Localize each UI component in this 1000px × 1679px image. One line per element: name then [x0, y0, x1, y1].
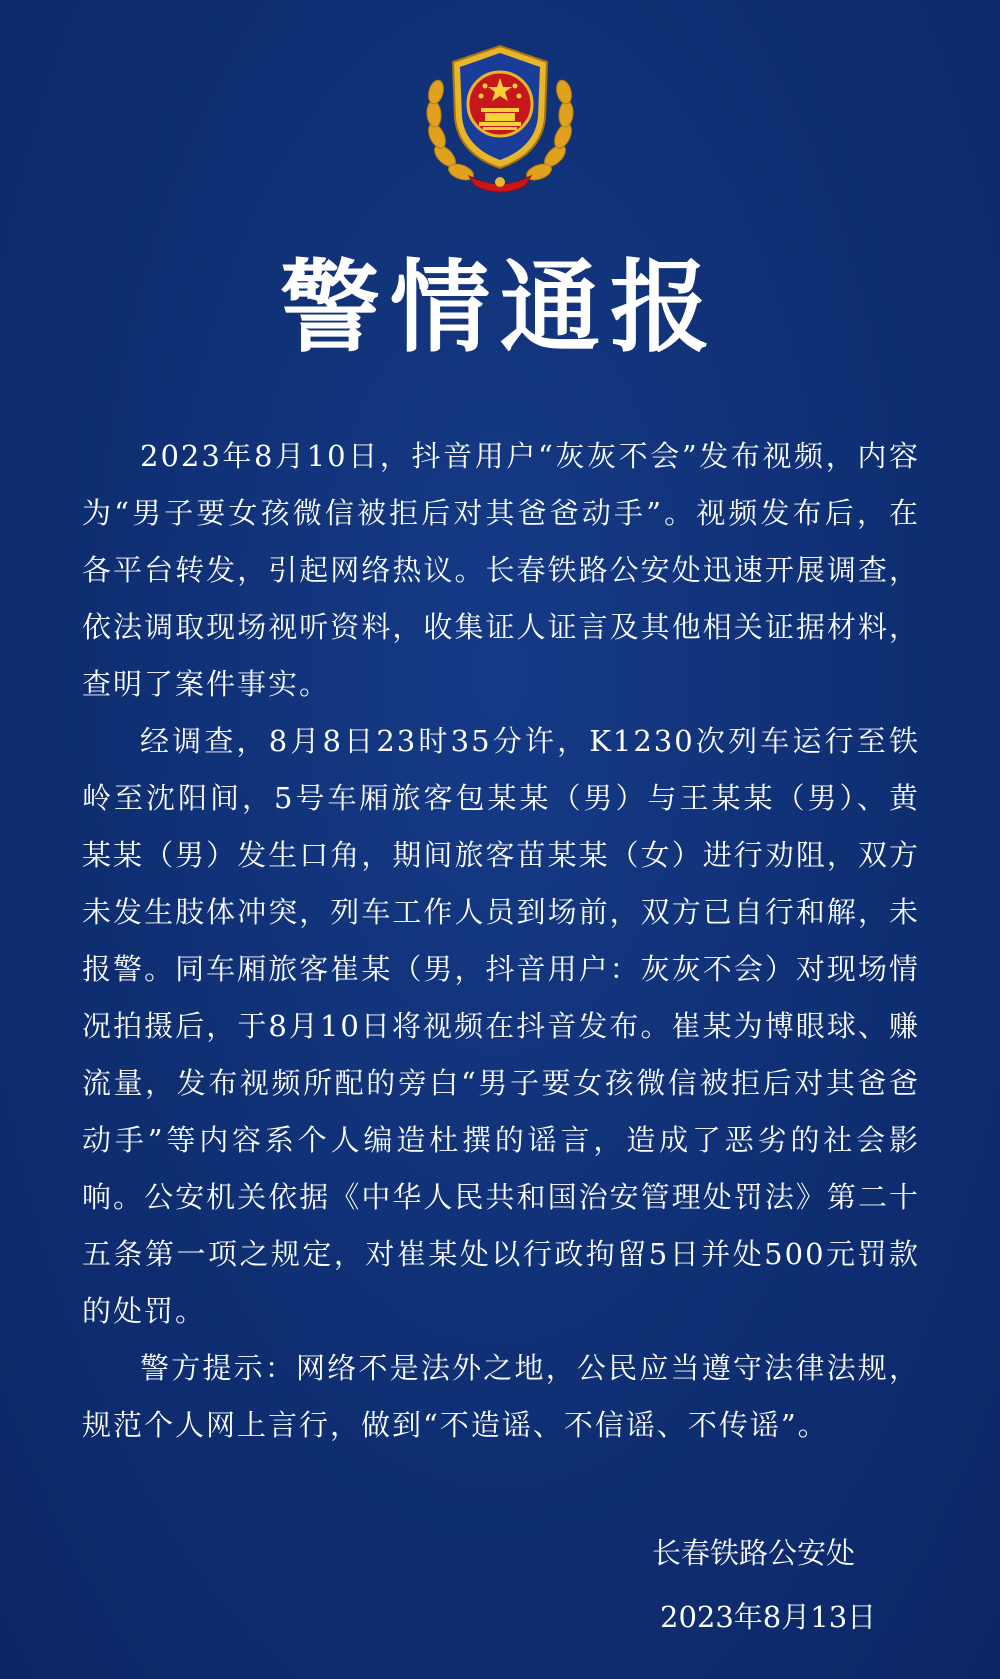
- police-badge-emblem: [425, 36, 575, 196]
- paragraph-warning: 警方提示：网络不是法外之地，公民应当遵守法律法规，规范个人网上言行，做到“不造谣、不信谣、不传谣”。: [82, 1351, 920, 1442]
- notice-title: 警情通报: [280, 249, 720, 366]
- issue-date: 2023年8月13日: [660, 1600, 877, 1634]
- signature-block: [600, 1522, 930, 1648]
- notice-body: [82, 428, 920, 1454]
- paragraph-incident: 2023年8月10日，抖音用户“灰灰不会”发布视频，内容为“男子要女孩微信被拒后对其爸爸动手”。视频发布后，在各平台转发，引起网络热议。长春铁路公安处迅速开展调查，依法调取现场视听资料，收集证人证言及其他相关证据材料，查明了案件事实。: [82, 439, 920, 701]
- issuing-organization: 长春铁路公安处: [652, 1536, 856, 1570]
- paragraph-investigation: 经调查，8月8日23时35分许，K1230次列车运行至铁岭至沈阳间，5号车厢旅客包某某（男）与王某某（男）、黄某某（男）发生口角，期间旅客苗某某（女）进行劝阻，双方未发生肢体冲突，列车工作人员到场前，双方已自行和解，未报警。同车厢旅客崔某（男，抖音用户：灰灰不会）对现场情况拍摄后，于8月10日将视频在抖音发布。崔某为博眼球、赚流量，发布视频所配的旁白“男子要女孩微信被拒后对其爸爸动手”等内容系个人编造杜撰的谣言，造成了恶劣的社会影响。公安机关依据《中华人民共和国治安管理处罚法》第二十五条第一项之规定，对崔某处以行政拘留5日并处500元罚款的处罚。: [82, 724, 920, 1328]
